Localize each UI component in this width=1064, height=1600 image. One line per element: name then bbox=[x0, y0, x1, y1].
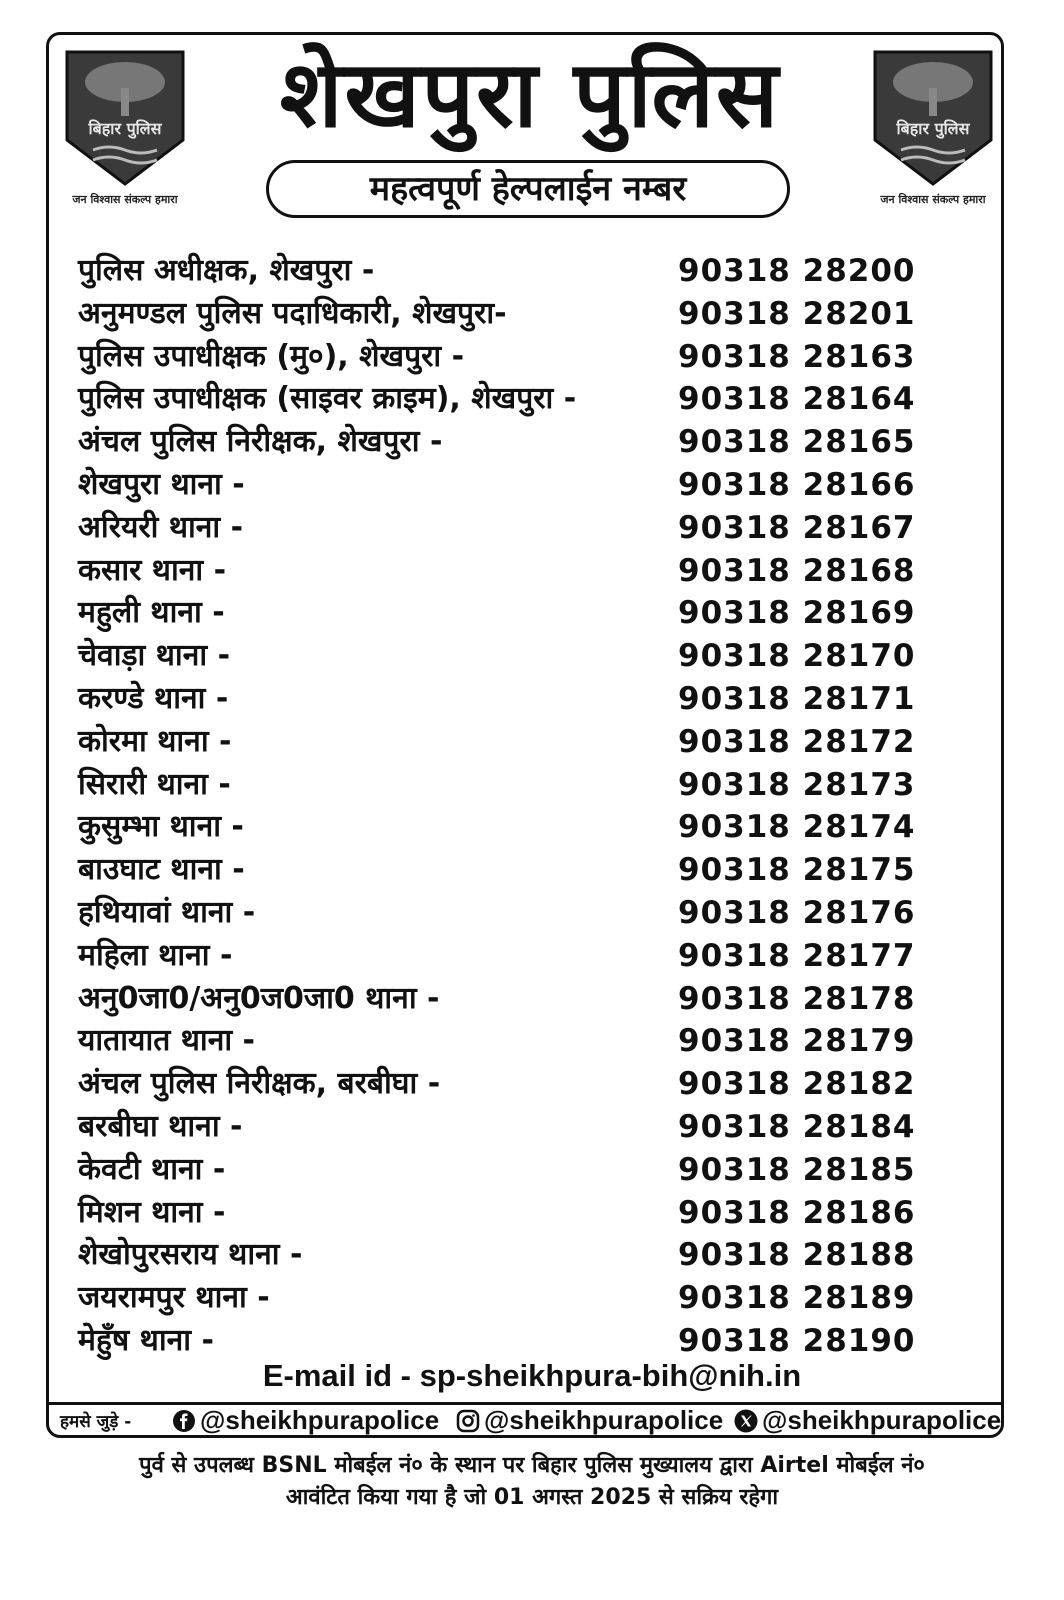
contact-phone-number[interactable]: 90318 28174 bbox=[678, 809, 916, 846]
x-icon bbox=[734, 1409, 758, 1433]
contact-row bbox=[78, 935, 916, 978]
contact-label: चेवाड़ा थाना - bbox=[78, 638, 231, 674]
contact-label: अरियरी थाना - bbox=[78, 509, 244, 545]
contact-label: हथियावां थाना - bbox=[78, 894, 256, 930]
contact-phone-number[interactable]: 90318 28170 bbox=[678, 638, 916, 675]
contact-phone-number[interactable]: 90318 28164 bbox=[678, 381, 916, 418]
contact-label: महुली थाना - bbox=[78, 595, 225, 631]
contact-phone-number[interactable]: 90318 28172 bbox=[678, 723, 916, 760]
contact-row bbox=[78, 293, 916, 336]
contact-phone-number[interactable]: 90318 28201 bbox=[678, 295, 916, 332]
contact-row bbox=[78, 849, 916, 892]
police-emblem-icon bbox=[871, 48, 995, 188]
contact-row bbox=[78, 1020, 916, 1063]
contact-label: यातायात थाना - bbox=[78, 1023, 256, 1059]
contact-label: कुसुम्भा थाना - bbox=[78, 809, 244, 845]
instagram-icon bbox=[456, 1409, 480, 1433]
contact-row bbox=[78, 378, 916, 421]
contact-row bbox=[78, 721, 916, 764]
bihar-police-logo-right bbox=[858, 48, 1008, 207]
facebook-link[interactable] bbox=[172, 1404, 439, 1436]
contact-row bbox=[78, 892, 916, 935]
contact-row bbox=[78, 1234, 916, 1277]
contact-phone-number[interactable]: 90318 28179 bbox=[678, 1023, 916, 1060]
logo-motto: जन विश्वास संकल्प हमारा bbox=[880, 193, 986, 206]
contact-label: बाउघाट थाना - bbox=[78, 852, 245, 888]
contact-label: अनु0जा0/अनु0ज0जा0 थाना - bbox=[78, 980, 440, 1016]
contact-phone-number[interactable]: 90318 28175 bbox=[678, 852, 916, 889]
contact-label: मेहुँष थाना - bbox=[78, 1322, 214, 1358]
contact-row bbox=[78, 764, 916, 807]
contact-row bbox=[78, 592, 916, 635]
contact-phone-number[interactable]: 90318 28185 bbox=[678, 1151, 916, 1188]
contact-phone-number[interactable]: 90318 28200 bbox=[678, 253, 916, 289]
footer-note bbox=[0, 1450, 1064, 1514]
contact-label: सिरारी थाना - bbox=[78, 766, 231, 802]
contact-row bbox=[78, 1063, 916, 1106]
contact-phone-number[interactable]: 90318 28186 bbox=[678, 1194, 916, 1231]
contact-phone-number[interactable]: 90318 28165 bbox=[678, 424, 916, 461]
instagram-link[interactable] bbox=[456, 1404, 723, 1436]
contact-label: केवटी थाना - bbox=[78, 1151, 226, 1187]
contact-label: पुलिस उपाधीक्षक (साइवर क्राइम), शेखपुरा - bbox=[78, 381, 577, 417]
contact-label: पुलिस अधीक्षक, शेखपुरा - bbox=[78, 253, 375, 288]
contact-label: जयरामपुर थाना - bbox=[78, 1280, 270, 1316]
contact-label: अनुमण्डल पुलिस पदाधिकारी, शेखपुरा- bbox=[78, 295, 507, 331]
footer-line-2: आवंटित किया गया है जो 01 अगस्त 2025 से सक्रिय रहेगा bbox=[285, 1485, 779, 1510]
contact-label: बरबीघा थाना - bbox=[78, 1108, 243, 1144]
contact-label: करण्डे थाना - bbox=[78, 680, 229, 716]
contact-row bbox=[78, 464, 916, 507]
contact-row bbox=[78, 1106, 916, 1149]
contact-row bbox=[78, 978, 916, 1021]
contact-row bbox=[78, 1192, 916, 1235]
email-contact[interactable]: E-mail id - sp-sheikhpura-bih@nih.in bbox=[262, 1358, 802, 1393]
contact-label: कसार थाना - bbox=[78, 552, 227, 588]
contact-phone-number[interactable]: 90318 28178 bbox=[678, 980, 916, 1017]
contact-label: शेखोपुरसराय थाना - bbox=[78, 1237, 303, 1273]
contact-row bbox=[78, 250, 916, 293]
x-link[interactable] bbox=[734, 1404, 1001, 1436]
contact-phone-number[interactable]: 90318 28182 bbox=[678, 1066, 916, 1103]
social-bar bbox=[60, 1404, 1000, 1436]
svg-text:बिहार पुलिस: बिहार पुलिस bbox=[88, 119, 162, 138]
contact-row bbox=[78, 1320, 916, 1363]
contact-phone-number[interactable]: 90318 28163 bbox=[678, 338, 916, 375]
contact-label: महिला थाना - bbox=[78, 937, 233, 973]
contact-row bbox=[78, 1277, 916, 1320]
contact-phone-number[interactable]: 90318 28176 bbox=[678, 894, 916, 931]
contact-phone-number[interactable]: 90318 28166 bbox=[678, 466, 916, 503]
contact-phone-number[interactable]: 90318 28168 bbox=[678, 552, 916, 589]
police-emblem-icon bbox=[63, 48, 187, 188]
footer-line-1: पुर्व से उपलब्ध BSNL मोबईल नं० के स्थान पर बिहार पुलिस मुख्यालय द्वारा Airtel मोबईल नं० bbox=[139, 1453, 925, 1478]
contact-phone-number[interactable]: 90318 28189 bbox=[678, 1280, 916, 1317]
svg-text:बिहार पुलिस: बिहार पुलिस bbox=[896, 119, 970, 138]
contact-label: पुलिस उपाधीक्षक (मु०), शेखपुरा - bbox=[78, 338, 465, 374]
contact-phone-number[interactable]: 90318 28190 bbox=[678, 1322, 916, 1359]
helpline-list bbox=[78, 250, 916, 1363]
page-subtitle: महत्वपूर्ण हेल्पलाईन नम्बर bbox=[266, 160, 790, 218]
contact-label: मिशन थाना - bbox=[78, 1194, 226, 1230]
contact-phone-number[interactable]: 90318 28167 bbox=[678, 509, 916, 546]
bihar-police-logo-left bbox=[50, 48, 200, 207]
contact-row bbox=[78, 507, 916, 550]
page-title: शेखपुरा पुलिस bbox=[279, 41, 781, 148]
contact-phone-number[interactable]: 90318 28184 bbox=[678, 1108, 916, 1145]
contact-row bbox=[78, 421, 916, 464]
contact-phone-number[interactable]: 90318 28169 bbox=[678, 595, 916, 632]
contact-row bbox=[78, 678, 916, 721]
contact-row bbox=[78, 806, 916, 849]
x-handle: @sheikhpurapolice bbox=[762, 1405, 1002, 1435]
contact-phone-number[interactable]: 90318 28171 bbox=[678, 680, 916, 717]
logo-motto: जन विश्वास संकल्प हमारा bbox=[72, 193, 178, 206]
contact-label: अंचल पुलिस निरीक्षक, बरबीघा - bbox=[78, 1066, 441, 1102]
contact-phone-number[interactable]: 90318 28173 bbox=[678, 766, 916, 803]
contact-row bbox=[78, 336, 916, 379]
contact-label: अंचल पुलिस निरीक्षक, शेखपुरा - bbox=[78, 424, 443, 460]
contact-label: कोरमा थाना - bbox=[78, 723, 232, 759]
facebook-handle: @sheikhpurapolice bbox=[200, 1405, 440, 1435]
contact-label: शेखपुरा थाना - bbox=[78, 466, 245, 502]
contact-row bbox=[78, 1149, 916, 1192]
contact-phone-number[interactable]: 90318 28177 bbox=[678, 937, 916, 974]
instagram-handle: @sheikhpurapolice bbox=[484, 1405, 724, 1435]
contact-row bbox=[78, 550, 916, 593]
social-label: हमसे जुड़े - bbox=[60, 1412, 132, 1432]
contact-phone-number[interactable]: 90318 28188 bbox=[678, 1237, 916, 1274]
contact-row bbox=[78, 635, 916, 678]
facebook-icon bbox=[172, 1409, 196, 1433]
